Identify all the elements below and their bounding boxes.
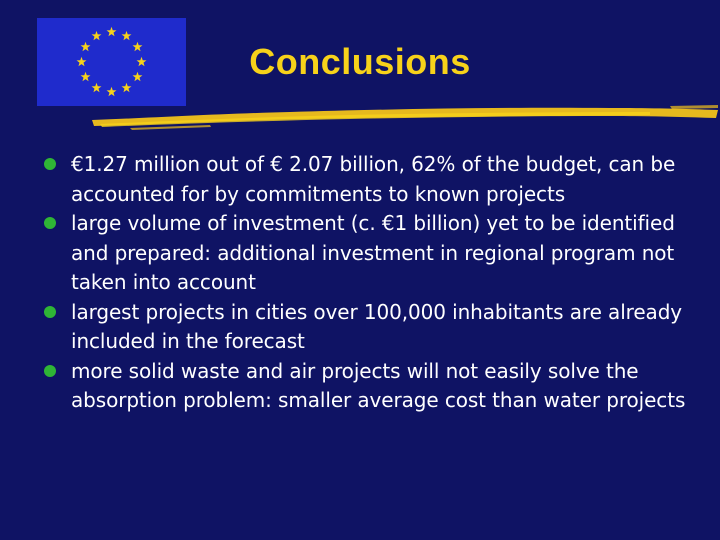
bullet-item-1: [44, 150, 704, 209]
bullet-text-1: €1.27 million out of € 2.07 billion, 62% of the budget, can be accounted for by commitments to known projects: [71, 152, 676, 206]
flag-star-5: [133, 72, 143, 81]
flag-star-3: [133, 42, 143, 51]
bullet-item-2: [44, 209, 704, 298]
eu-flag-icon: [37, 18, 186, 106]
green-dot-icon: [44, 217, 56, 229]
green-dot-icon: [44, 365, 56, 377]
brush-stroke-tail-right: [670, 105, 718, 109]
eu-flag-graphic: [37, 18, 186, 106]
flag-star-9: [81, 72, 91, 81]
brush-stroke-tail-left: [130, 125, 211, 130]
green-dot-icon: [44, 306, 56, 318]
bullet-item-3: [44, 298, 704, 357]
flag-star-10: [77, 57, 87, 66]
flag-star-6: [122, 83, 132, 92]
flag-star-1: [107, 27, 117, 36]
slide-title: Conclusions: [249, 41, 471, 82]
bullet-list: [44, 150, 704, 416]
flag-star-8: [92, 83, 102, 92]
bullet-item-4: [44, 357, 704, 416]
bullet-text-4: more solid waste and air projects will not easily solve the absorption problem: smaller average cost than water projects: [71, 358, 686, 412]
flag-star-11: [81, 42, 91, 51]
flag-star-7: [107, 87, 117, 96]
flag-star-12: [92, 31, 102, 40]
brush-stroke-graphic: [90, 98, 720, 134]
flag-star-4: [137, 57, 147, 66]
bullet-text-2: large volume of investment (c. €1 billion) yet to be identified and prepared: additional investment in regional program not taken into account: [71, 211, 675, 294]
title-underline-brush-stroke: [90, 98, 720, 134]
flag-star-2: [122, 31, 132, 40]
bullet-text-3: largest projects in cities over 100,000 inhabitants are already included in the forecast: [71, 299, 683, 353]
green-dot-icon: [44, 158, 56, 170]
